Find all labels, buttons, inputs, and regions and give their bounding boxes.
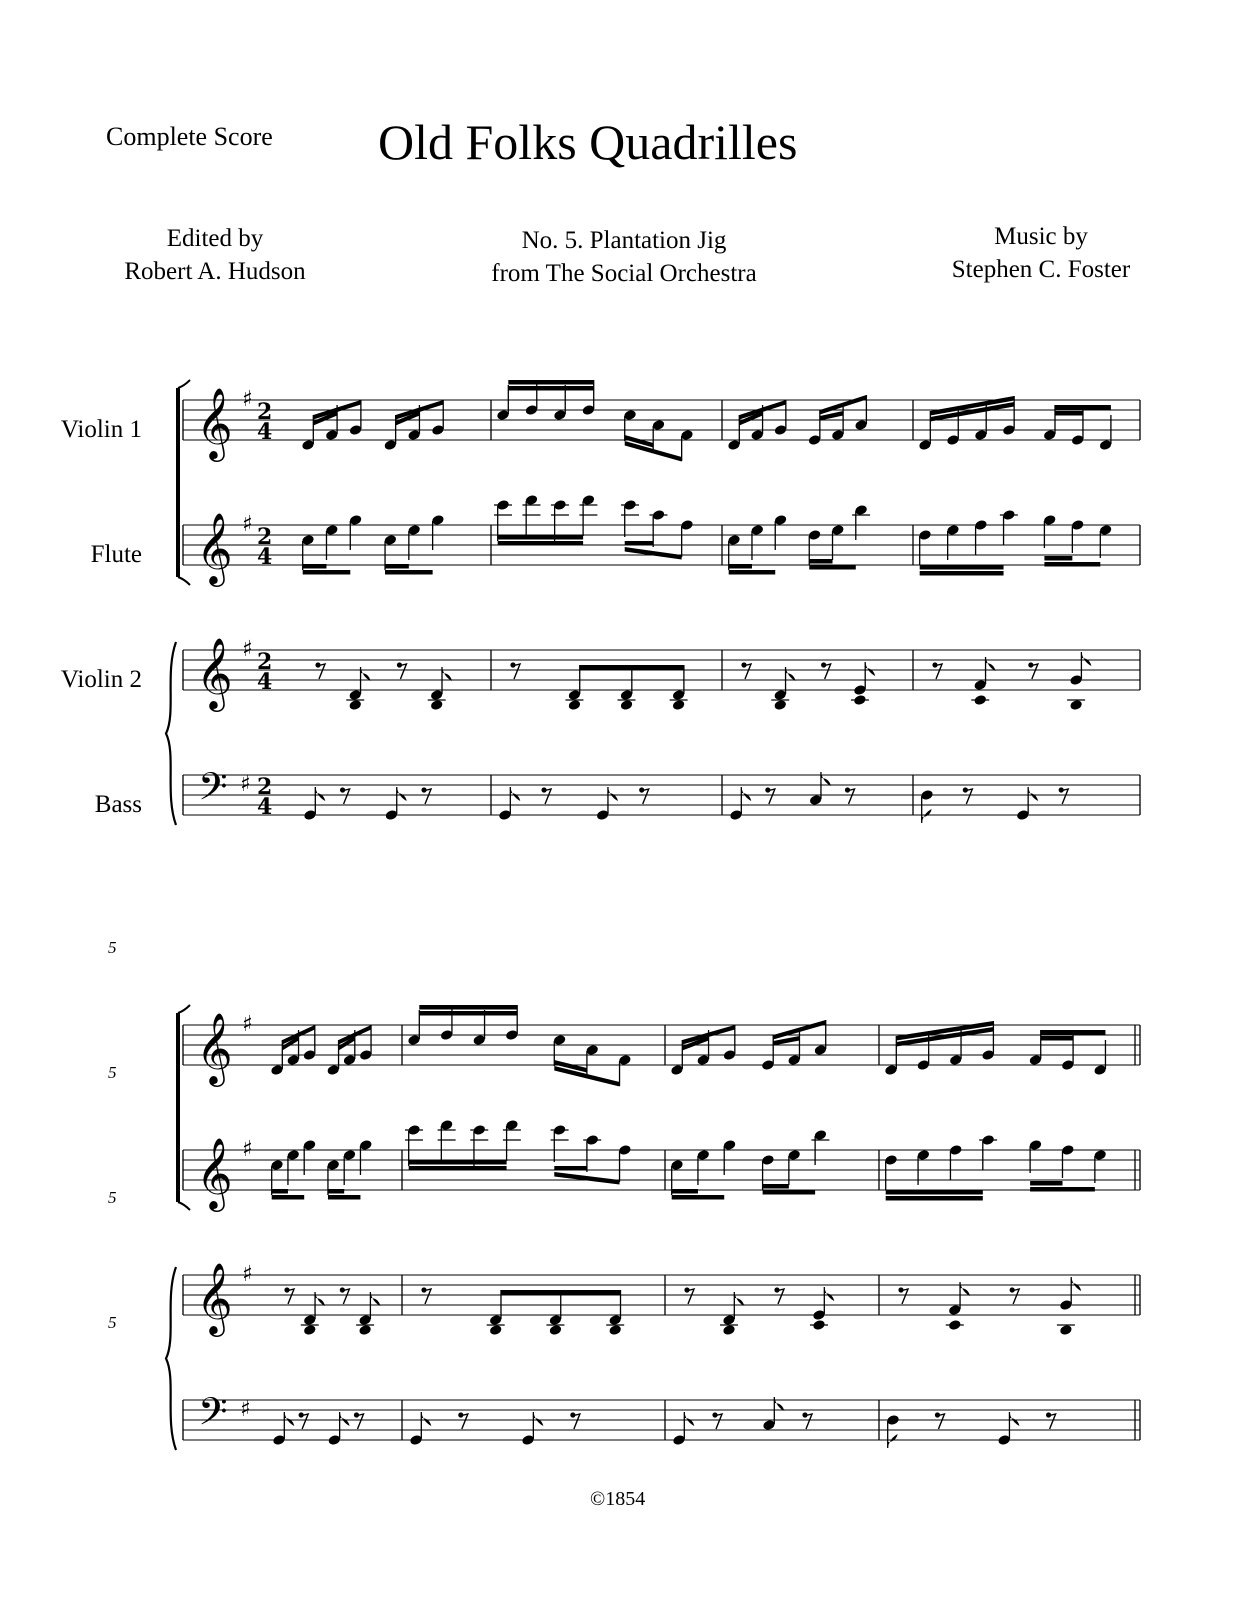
eighth-rest: [512, 664, 520, 679]
system-brace: [166, 642, 176, 825]
notehead: [620, 699, 634, 711]
system-bracket: [178, 380, 190, 388]
note-flag: [284, 1412, 294, 1426]
sharp-icon: ♯: [242, 387, 253, 412]
treble-clef-icon: 𝄞: [196, 386, 233, 459]
treble-clef-icon: 𝄞: [196, 1011, 233, 1084]
bass-clef-icon: 𝄢: [198, 1389, 228, 1443]
note-beam: [385, 570, 433, 575]
note-beam: [920, 571, 1004, 576]
eighth-rest: [823, 664, 831, 679]
note-beam: [1055, 411, 1083, 416]
notehead: [358, 1324, 372, 1336]
note-flag: [741, 787, 751, 801]
instrument-label-violin1: Violin 1: [60, 416, 142, 443]
piece-source: from The Social Orchestra: [491, 260, 757, 287]
eighth-rest: [776, 1289, 784, 1304]
system-bracket: [178, 1202, 190, 1210]
note-flag: [824, 1287, 834, 1301]
time-signature-top: 2: [257, 649, 273, 675]
note-flag: [1081, 652, 1091, 666]
note-beam: [672, 1195, 725, 1200]
note-flag: [1028, 787, 1038, 801]
note-beam: [508, 386, 593, 391]
measure-number: 5: [108, 1313, 117, 1332]
treble-clef-icon: 𝄞: [196, 511, 233, 584]
eighth-rest: [423, 789, 431, 804]
notehead: [549, 1324, 563, 1336]
notehead: [672, 699, 686, 711]
sharp-icon: ♯: [240, 1397, 251, 1422]
note-beam: [272, 1195, 305, 1200]
note-beam: [554, 1172, 619, 1185]
note-beam: [498, 535, 583, 540]
note-flag: [865, 662, 875, 676]
time-signature-bottom: 4: [257, 419, 273, 445]
eighth-rest: [286, 1289, 294, 1304]
note-beam: [672, 1189, 698, 1194]
eighth-rest: [804, 1414, 812, 1429]
note-flag: [340, 1412, 350, 1426]
eighth-rest: [398, 664, 406, 679]
note-flag: [734, 1292, 744, 1306]
note-beam: [272, 1189, 288, 1194]
eighth-rest: [300, 1414, 308, 1429]
sharp-icon: ♯: [242, 1137, 253, 1162]
eighth-rest: [936, 1414, 944, 1429]
notehead: [303, 1324, 317, 1336]
note-flag: [774, 1397, 784, 1411]
notehead: [348, 699, 362, 711]
eighth-rest: [743, 664, 751, 679]
notehead: [722, 1324, 736, 1336]
note-flag: [510, 787, 520, 801]
note-flag: [442, 667, 452, 681]
notehead: [1069, 699, 1083, 711]
note-beam: [886, 1196, 983, 1201]
note-beam: [409, 1160, 507, 1165]
note-beam: [303, 564, 327, 569]
treble-clef-icon: 𝄞: [196, 1136, 233, 1209]
note-beam: [809, 559, 832, 564]
note-beam: [303, 570, 351, 575]
system-bracket: [178, 577, 190, 585]
note-beam: [419, 1011, 517, 1016]
note-flag: [315, 1292, 325, 1306]
time-signature-bottom: 4: [257, 669, 273, 695]
sharp-icon: ♯: [242, 1262, 253, 1287]
note-flag: [960, 1282, 970, 1296]
eighth-rest: [572, 1414, 580, 1429]
page-title: Old Folks Quadrilles: [378, 114, 798, 170]
note-flag: [821, 772, 831, 786]
treble-clef-icon: 𝄞: [196, 636, 233, 709]
note-beam: [1055, 405, 1111, 410]
note-beam: [920, 565, 1004, 570]
notehead: [430, 699, 444, 711]
sharp-icon: ♯: [242, 1012, 253, 1037]
measure-number: 5: [108, 1063, 117, 1082]
notehead: [773, 699, 787, 711]
note-beam: [729, 570, 776, 575]
note-beam: [1041, 1030, 1106, 1035]
note-beam: [625, 541, 653, 546]
sharp-icon: ♯: [242, 637, 253, 662]
time-signature-top: 2: [257, 399, 273, 425]
note-beam: [809, 565, 856, 570]
eighth-rest: [964, 789, 972, 804]
eighth-rest: [641, 789, 649, 804]
system-bracket: [178, 1005, 190, 1013]
eighth-rest: [1030, 664, 1038, 679]
note-flag: [370, 1292, 380, 1306]
note-flag: [397, 787, 407, 801]
notehead: [608, 1324, 622, 1336]
note-beam: [328, 1189, 344, 1194]
eighth-rest: [341, 1289, 349, 1304]
note-beam: [580, 665, 684, 670]
note-beam: [554, 1166, 587, 1171]
composer-label: Music by: [994, 223, 1088, 250]
note-beam: [498, 541, 583, 546]
treble-clef-icon: 𝄞: [196, 1261, 233, 1334]
sharp-icon: ♯: [242, 512, 253, 537]
note-beam: [419, 1005, 517, 1010]
note-beam: [501, 1290, 621, 1295]
measure-number: 5: [108, 938, 117, 957]
eighth-rest: [767, 789, 775, 804]
note-beam: [886, 1190, 983, 1195]
note-beam: [625, 547, 682, 560]
notehead: [568, 699, 582, 711]
eighth-rest: [686, 1289, 694, 1304]
note-beam: [763, 1190, 816, 1195]
note-beam: [729, 564, 752, 569]
score-type-label: Complete Score: [106, 122, 273, 151]
eighth-rest: [543, 789, 551, 804]
note-beam: [763, 1184, 789, 1189]
time-signature-top: 2: [257, 774, 273, 800]
time-signature-bottom: 4: [257, 544, 273, 570]
note-flag: [786, 667, 796, 681]
system-brace: [166, 1267, 176, 1450]
note-beam: [1044, 556, 1072, 561]
instrument-label-violin2: Violin 2: [60, 666, 142, 693]
note-flag: [533, 1412, 543, 1426]
editor-label: Edited by: [166, 225, 264, 252]
note-flag: [421, 1412, 431, 1426]
time-signature-top: 2: [257, 524, 273, 550]
note-beam: [508, 380, 593, 385]
sharp-icon: ♯: [240, 772, 251, 797]
measure-number: 5: [108, 1188, 117, 1207]
eighth-rest: [355, 1414, 363, 1429]
instrument-label-bass: Bass: [94, 791, 142, 818]
note-flag: [1009, 1412, 1019, 1426]
note-beam: [385, 564, 409, 569]
notehead: [1059, 1324, 1073, 1336]
note-beam: [1041, 1036, 1073, 1041]
eighth-rest: [1048, 1414, 1056, 1429]
note-beam: [409, 1166, 507, 1171]
note-beam: [1030, 1187, 1095, 1192]
eighth-rest: [900, 1289, 908, 1304]
eighth-rest: [1060, 789, 1068, 804]
note-beam: [1030, 1181, 1062, 1186]
eighth-rest: [342, 789, 350, 804]
eighth-rest: [460, 1414, 468, 1429]
eighth-rest: [317, 664, 325, 679]
note-flag: [922, 809, 932, 823]
editor-name: Robert A. Hudson: [124, 258, 306, 285]
bass-clef-icon: 𝄢: [198, 764, 228, 818]
copyright-notice: ©1854: [590, 1488, 646, 1510]
note-flag: [315, 787, 325, 801]
eighth-rest: [714, 1414, 722, 1429]
eighth-rest: [423, 1289, 431, 1304]
note-flag: [888, 1434, 898, 1448]
instrument-label-flute: Flute: [90, 541, 142, 568]
note-beam: [1044, 562, 1100, 567]
piece-number: No. 5. Plantation Jig: [521, 227, 727, 254]
time-signature-bottom: 4: [257, 794, 273, 820]
note-flag: [608, 787, 618, 801]
eighth-rest: [847, 789, 855, 804]
note-flag: [361, 667, 371, 681]
notehead: [489, 1324, 503, 1336]
composer-name: Stephen C. Foster: [951, 256, 1131, 283]
note-flag: [684, 1412, 694, 1426]
eighth-rest: [1011, 1289, 1019, 1304]
note-flag: [986, 657, 996, 671]
note-flag: [1071, 1277, 1081, 1291]
note-beam: [328, 1195, 361, 1200]
eighth-rest: [934, 664, 942, 679]
